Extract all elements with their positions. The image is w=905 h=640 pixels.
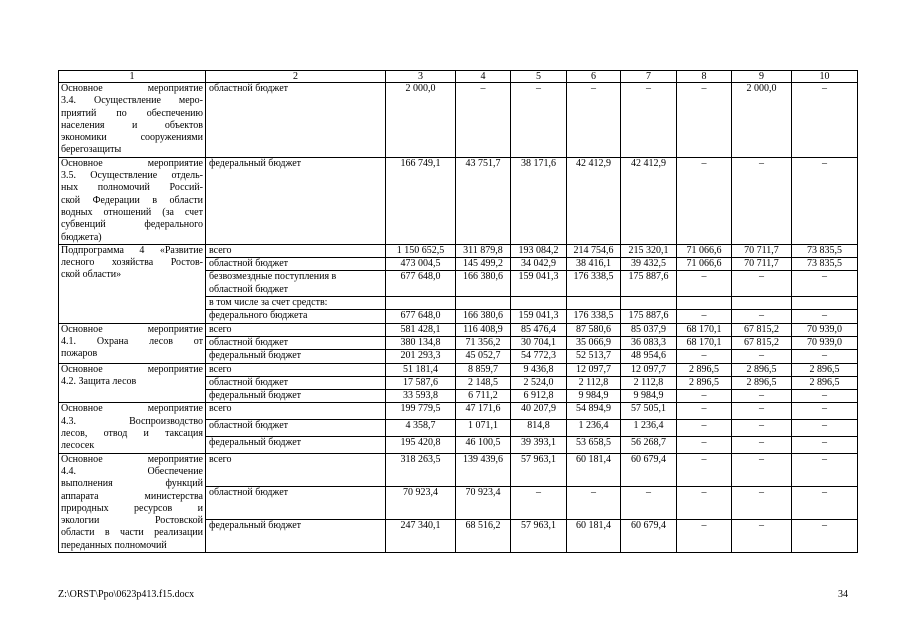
value-cell: 38 171,6 xyxy=(511,157,567,244)
value-cell: – xyxy=(621,83,677,158)
value-cell: 2 524,0 xyxy=(511,376,567,389)
value-cell: 52 513,7 xyxy=(567,350,621,363)
value-cell: – xyxy=(792,453,858,486)
value-cell: 145 499,2 xyxy=(456,258,511,271)
activity-name-line: населения и объектов xyxy=(61,119,203,131)
table-row xyxy=(59,363,858,376)
value-cell: 57 963,1 xyxy=(511,453,567,486)
activity-name-cell xyxy=(59,363,206,403)
value-cell: 214 754,6 xyxy=(567,244,621,257)
value-cell: 57 505,1 xyxy=(621,403,677,420)
value-cell: 68 170,1 xyxy=(677,323,732,336)
value-cell: 176 338,5 xyxy=(567,271,621,297)
value-cell: – xyxy=(677,486,732,519)
value-cell: 43 751,7 xyxy=(456,157,511,244)
table-row xyxy=(59,453,858,486)
value-cell xyxy=(511,297,567,310)
value-cell: – xyxy=(792,390,858,403)
value-cell xyxy=(386,297,456,310)
value-cell: 175 887,6 xyxy=(621,310,677,323)
activity-name-line: приятий по обеспечению xyxy=(61,107,203,119)
value-cell: – xyxy=(677,453,732,486)
value-cell: 57 963,1 xyxy=(511,519,567,552)
value-cell: 166 380,6 xyxy=(456,310,511,323)
value-cell: 51 181,4 xyxy=(386,363,456,376)
value-cell: 2 896,5 xyxy=(732,363,792,376)
funding-source-cell: федеральный бюджет xyxy=(206,157,386,244)
value-cell: 36 083,3 xyxy=(621,336,677,349)
table-body xyxy=(59,71,858,553)
value-cell: – xyxy=(792,310,858,323)
activity-name-line: ской области» xyxy=(61,269,122,281)
activity-name-cell xyxy=(59,453,206,552)
value-cell: 176 338,5 xyxy=(567,310,621,323)
value-cell: – xyxy=(677,403,732,420)
value-cell: 1 150 652,5 xyxy=(386,244,456,257)
value-cell: – xyxy=(732,436,792,453)
funding-source-cell: федеральный бюджет xyxy=(206,436,386,453)
value-cell: 166 380,6 xyxy=(456,271,511,297)
table-row xyxy=(59,244,858,257)
value-cell: – xyxy=(677,157,732,244)
value-cell: – xyxy=(792,157,858,244)
value-cell: – xyxy=(677,310,732,323)
value-cell: 54 894,9 xyxy=(567,403,621,420)
value-cell: 6 912,8 xyxy=(511,390,567,403)
activity-name-line: Основное мероприятие xyxy=(61,403,203,415)
value-cell: 6 711,2 xyxy=(456,390,511,403)
activity-name-line: 4.1. Охрана лесов от xyxy=(61,335,203,347)
value-cell: – xyxy=(792,420,858,437)
value-cell: 8 859,7 xyxy=(456,363,511,376)
col-header: 4 xyxy=(456,71,511,83)
activity-name-line: субвенций федерального xyxy=(61,219,203,231)
activity-name-cell xyxy=(59,83,206,158)
value-cell: 677 648,0 xyxy=(386,310,456,323)
value-cell: – xyxy=(792,436,858,453)
activity-name-line: природных ресурсов и xyxy=(61,502,203,514)
funding-source-cell: федеральный бюджет xyxy=(206,519,386,552)
funding-source-cell: областной бюджет xyxy=(206,258,386,271)
value-cell: – xyxy=(567,486,621,519)
activity-name-cell xyxy=(59,323,206,363)
value-cell: 1 236,4 xyxy=(621,420,677,437)
value-cell: – xyxy=(511,83,567,158)
value-cell: 159 041,3 xyxy=(511,310,567,323)
value-cell: – xyxy=(792,350,858,363)
activity-name-line: Основное мероприятие xyxy=(61,83,203,94)
value-cell: 70 939,0 xyxy=(792,323,858,336)
value-cell: – xyxy=(792,271,858,297)
value-cell: 47 171,6 xyxy=(456,403,511,420)
funding-source-cell: областной бюджет xyxy=(206,83,386,158)
value-cell xyxy=(621,297,677,310)
activity-name-line: Основное мероприятие xyxy=(61,323,203,335)
funding-source-cell: федеральный бюджет xyxy=(206,350,386,363)
value-cell: – xyxy=(732,310,792,323)
value-cell: 166 749,1 xyxy=(386,157,456,244)
value-cell: 67 815,2 xyxy=(732,323,792,336)
value-cell: 68 516,2 xyxy=(456,519,511,552)
value-cell: – xyxy=(677,271,732,297)
value-cell: 54 772,3 xyxy=(511,350,567,363)
value-cell xyxy=(567,297,621,310)
value-cell: 581 428,1 xyxy=(386,323,456,336)
col-header: 8 xyxy=(677,71,732,83)
value-cell: 70 711,7 xyxy=(732,258,792,271)
value-cell: 17 587,6 xyxy=(386,376,456,389)
value-cell: 12 097,7 xyxy=(567,363,621,376)
activity-name-line: водных отношений (за счет xyxy=(61,206,203,218)
file-path: Z:\ORST\Ppo\0623p413.f15.docx xyxy=(58,589,195,600)
value-cell: – xyxy=(456,83,511,158)
value-cell: 73 835,5 xyxy=(792,244,858,257)
value-cell: 1 236,4 xyxy=(567,420,621,437)
value-cell: 2 896,5 xyxy=(677,376,732,389)
col-header: 10 xyxy=(792,71,858,83)
value-cell: – xyxy=(732,271,792,297)
value-cell: 9 984,9 xyxy=(567,390,621,403)
value-cell: – xyxy=(732,486,792,519)
value-cell: – xyxy=(732,403,792,420)
value-cell: – xyxy=(677,420,732,437)
activity-name-line: лесного хозяйства Ростов- xyxy=(61,257,203,269)
value-cell: – xyxy=(792,486,858,519)
value-cell: 70 711,7 xyxy=(732,244,792,257)
funding-source-cell: областной бюджет xyxy=(206,336,386,349)
activity-name-line: лесосек xyxy=(61,440,95,452)
value-cell: – xyxy=(732,519,792,552)
value-cell: – xyxy=(792,403,858,420)
value-cell: 139 439,6 xyxy=(456,453,511,486)
funding-source-cell: всего xyxy=(206,363,386,376)
value-cell: 159 041,3 xyxy=(511,271,567,297)
activity-name-cell xyxy=(59,157,206,244)
value-cell: 85 476,4 xyxy=(511,323,567,336)
value-cell: 60 181,4 xyxy=(567,453,621,486)
value-cell: – xyxy=(677,350,732,363)
activity-name-line: аппарата министерства xyxy=(61,490,203,502)
activity-name-line: Основное мероприятие xyxy=(61,157,203,169)
value-cell: 193 084,2 xyxy=(511,244,567,257)
value-cell: 87 580,6 xyxy=(567,323,621,336)
value-cell: 9 984,9 xyxy=(621,390,677,403)
value-cell: 814,8 xyxy=(511,420,567,437)
value-cell: – xyxy=(621,486,677,519)
value-cell: 2 896,5 xyxy=(792,376,858,389)
value-cell: 473 004,5 xyxy=(386,258,456,271)
value-cell: 71 356,2 xyxy=(456,336,511,349)
value-cell: 42 412,9 xyxy=(621,157,677,244)
activity-name-line: области в части реализации xyxy=(61,527,203,539)
col-header: 5 xyxy=(511,71,567,83)
value-cell: 195 420,8 xyxy=(386,436,456,453)
activity-name-line: Основное мероприятие xyxy=(61,363,203,375)
activity-name-line: 4.2. Защита лесов xyxy=(61,375,137,387)
value-cell: 60 181,4 xyxy=(567,519,621,552)
value-cell: 39 432,5 xyxy=(621,258,677,271)
header-row xyxy=(59,71,858,83)
col-header: 9 xyxy=(732,71,792,83)
value-cell: 60 679,4 xyxy=(621,519,677,552)
value-cell: 60 679,4 xyxy=(621,453,677,486)
value-cell: – xyxy=(732,453,792,486)
funding-source-cell: федеральный бюджет xyxy=(206,390,386,403)
funding-source-cell: всего xyxy=(206,403,386,420)
value-cell: 38 416,1 xyxy=(567,258,621,271)
value-cell: – xyxy=(567,83,621,158)
activity-name-line: Подпрограмма 4 «Развитие xyxy=(61,244,203,256)
value-cell: 9 436,8 xyxy=(511,363,567,376)
value-cell: 311 879,8 xyxy=(456,244,511,257)
value-cell: – xyxy=(792,519,858,552)
value-cell: 215 320,1 xyxy=(621,244,677,257)
value-cell: 2 896,5 xyxy=(677,363,732,376)
value-cell: 53 658,5 xyxy=(567,436,621,453)
value-cell: – xyxy=(732,350,792,363)
activity-name-line: 4.4. Обеспечение xyxy=(61,465,203,477)
value-cell: – xyxy=(792,83,858,158)
value-cell: 73 835,5 xyxy=(792,258,858,271)
funding-source-cell: областной бюджет xyxy=(206,420,386,437)
value-cell: – xyxy=(677,390,732,403)
activity-name-line: экономики сооружениями xyxy=(61,132,203,144)
value-cell: 30 704,1 xyxy=(511,336,567,349)
value-cell: 70 923,4 xyxy=(386,486,456,519)
funding-source-cell: в том числе за счет средств: xyxy=(206,297,386,310)
value-cell: 2 112,8 xyxy=(567,376,621,389)
activity-name-line: лесов, отвод и таксация xyxy=(61,428,203,440)
value-cell: 2 000,0 xyxy=(386,83,456,158)
value-cell: 70 923,4 xyxy=(456,486,511,519)
value-cell: 46 100,5 xyxy=(456,436,511,453)
activity-name-line: Основное мероприятие xyxy=(61,453,203,465)
value-cell xyxy=(792,297,858,310)
value-cell: – xyxy=(732,390,792,403)
value-cell: 45 052,7 xyxy=(456,350,511,363)
activity-name-line: бюджета) xyxy=(61,231,102,243)
value-cell: 39 393,1 xyxy=(511,436,567,453)
value-cell: 247 340,1 xyxy=(386,519,456,552)
value-cell: 12 097,7 xyxy=(621,363,677,376)
activity-name-line: 3.4. Осуществление меро- xyxy=(61,95,203,107)
value-cell: – xyxy=(732,420,792,437)
value-cell: 199 779,5 xyxy=(386,403,456,420)
activity-name-cell xyxy=(59,403,206,453)
col-header: 1 xyxy=(59,71,206,83)
value-cell: 4 358,7 xyxy=(386,420,456,437)
value-cell: – xyxy=(732,157,792,244)
value-cell: 48 954,6 xyxy=(621,350,677,363)
value-cell: 34 042,9 xyxy=(511,258,567,271)
value-cell: 67 815,2 xyxy=(732,336,792,349)
value-cell: 71 066,6 xyxy=(677,244,732,257)
value-cell: 68 170,1 xyxy=(677,336,732,349)
page-number: 34 xyxy=(838,589,848,600)
value-cell: 2 896,5 xyxy=(732,376,792,389)
value-cell: 2 148,5 xyxy=(456,376,511,389)
value-cell: 40 207,9 xyxy=(511,403,567,420)
value-cell: 2 896,5 xyxy=(792,363,858,376)
col-header: 6 xyxy=(567,71,621,83)
table-row xyxy=(59,403,858,420)
value-cell: 2 112,8 xyxy=(621,376,677,389)
activity-name-line: выполнения функций xyxy=(61,478,203,490)
activity-name-line: переданных полномочий xyxy=(61,539,167,551)
activity-name-cell xyxy=(59,244,206,323)
funding-source-cell: областной бюджет xyxy=(206,486,386,519)
value-cell: 175 887,6 xyxy=(621,271,677,297)
value-cell xyxy=(732,297,792,310)
funding-source-cell: всего xyxy=(206,323,386,336)
value-cell: 201 293,3 xyxy=(386,350,456,363)
table-row xyxy=(59,157,858,244)
funding-source-cell: всего xyxy=(206,244,386,257)
value-cell: 318 263,5 xyxy=(386,453,456,486)
value-cell: 33 593,8 xyxy=(386,390,456,403)
value-cell: 116 408,9 xyxy=(456,323,511,336)
activity-name-line: ных полномочий Россий- xyxy=(61,182,203,194)
value-cell xyxy=(677,297,732,310)
value-cell: 2 000,0 xyxy=(732,83,792,158)
funding-source-cell: безвозмездные поступления в областной бюджет xyxy=(206,271,386,297)
value-cell: – xyxy=(677,519,732,552)
activity-name-line: пожаров xyxy=(61,348,98,360)
table-row xyxy=(59,83,858,158)
funding-source-cell: областной бюджет xyxy=(206,376,386,389)
value-cell: – xyxy=(511,486,567,519)
col-header: 7 xyxy=(621,71,677,83)
funding-source-cell: всего xyxy=(206,453,386,486)
value-cell: 42 412,9 xyxy=(567,157,621,244)
value-cell: 380 134,8 xyxy=(386,336,456,349)
value-cell xyxy=(456,297,511,310)
value-cell: 1 071,1 xyxy=(456,420,511,437)
value-cell: 70 939,0 xyxy=(792,336,858,349)
activity-name-line: 3.5. Осуществление отдель- xyxy=(61,170,203,182)
value-cell: 677 648,0 xyxy=(386,271,456,297)
value-cell: 71 066,6 xyxy=(677,258,732,271)
value-cell: – xyxy=(677,83,732,158)
value-cell: 85 037,9 xyxy=(621,323,677,336)
col-header: 3 xyxy=(386,71,456,83)
table-row xyxy=(59,323,858,336)
value-cell: – xyxy=(677,436,732,453)
budget-table xyxy=(58,70,858,553)
activity-name-line: 4.3. Воспроизводство xyxy=(61,415,203,427)
activity-name-line: экологии Ростовской xyxy=(61,515,203,527)
activity-name-line: ской Федерации в области xyxy=(61,194,203,206)
col-header: 2 xyxy=(206,71,386,83)
value-cell: 56 268,7 xyxy=(621,436,677,453)
value-cell: 35 066,9 xyxy=(567,336,621,349)
activity-name-line: берегозащиты xyxy=(61,144,122,156)
funding-source-cell: федерального бюджета xyxy=(206,310,386,323)
